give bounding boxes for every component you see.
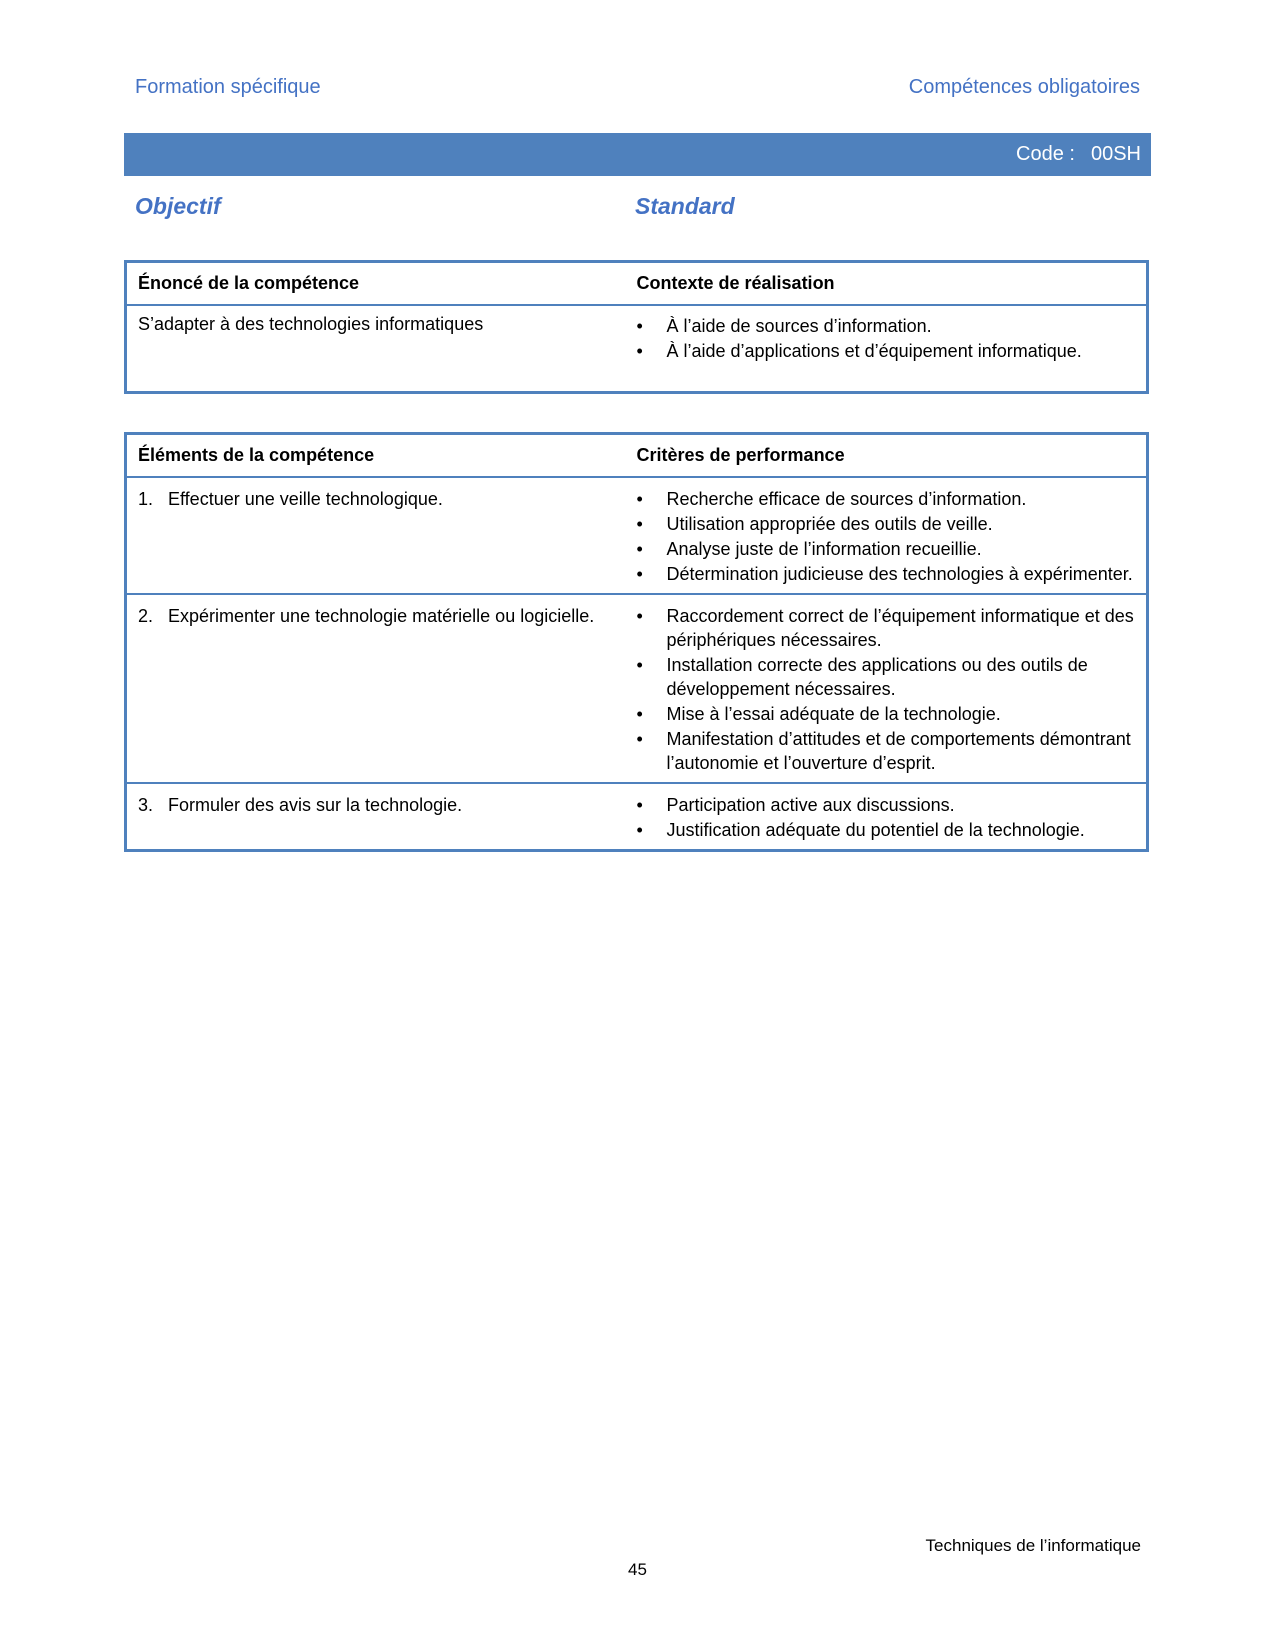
- code-band: [124, 133, 1151, 176]
- criteria-list: [637, 604, 1137, 775]
- elements-header: Éléments de la compétence: [126, 434, 637, 477]
- objective-title: Objectif: [135, 193, 221, 219]
- element-label: Formuler des avis sur la technologie.: [168, 794, 463, 815]
- competence-table-row: [126, 305, 1148, 393]
- element-cell: [126, 594, 637, 783]
- statement-header: Énoncé de la compétence: [126, 262, 637, 305]
- header-program-section: Formation spécifique: [135, 75, 321, 98]
- criterion-item: • Recherche efficace de sources d’information.: [637, 487, 1137, 511]
- standard-title: Standard: [635, 193, 735, 219]
- element-number: 3.: [138, 794, 154, 815]
- section-titles: [135, 193, 1140, 221]
- element-cell: [126, 783, 637, 851]
- criterion-item: • Utilisation appropriée des outils de veille.: [637, 512, 1137, 536]
- element-label: Effectuer une veille technologique.: [168, 488, 443, 509]
- element-row-3: [126, 783, 1148, 851]
- criteria-header: Critères de performance: [637, 434, 1148, 477]
- criterion-item: • Manifestation d’attitudes et de comportements démontrant l’autonomie et l’ouverture d’esprit.: [637, 727, 1137, 775]
- criteria-cell: [637, 594, 1148, 783]
- competence-statement: S’adapter à des technologies informatiques: [138, 313, 484, 334]
- code-label: Code :: [1016, 143, 1075, 165]
- element-text: [138, 793, 637, 817]
- page-number: 45: [628, 1560, 647, 1579]
- criteria-list: [637, 487, 1137, 586]
- context-header: Contexte de réalisation: [637, 262, 1148, 305]
- element-text: [138, 604, 637, 628]
- code-value: 00SH: [1090, 143, 1141, 165]
- header-competence-type: Compétences obligatoires: [908, 75, 1140, 98]
- criteria-cell: [637, 783, 1148, 851]
- criterion-item: • Détermination judicieuse des technologies à expérimenter.: [637, 562, 1137, 586]
- criteria-cell: [637, 477, 1148, 594]
- criterion-item: • Raccordement correct de l’équipement informatique et des périphériques nécessaires.: [637, 604, 1137, 652]
- element-number: 1.: [138, 488, 154, 509]
- context-cell: [637, 305, 1148, 393]
- competence-table-header: [126, 262, 1148, 305]
- element-cell: [126, 477, 637, 594]
- competence-table: [124, 260, 1149, 394]
- footer-program-name: Techniques de l’informatique: [925, 1536, 1141, 1555]
- criterion-item: • Justification adéquate du potentiel de la technologie.: [637, 818, 1137, 842]
- page-header: [135, 76, 1140, 98]
- element-row-1: [126, 477, 1148, 594]
- context-item: • À l’aide de sources d’information.: [637, 314, 1137, 338]
- element-text: [138, 487, 637, 511]
- elements-table: [124, 432, 1149, 852]
- criteria-list: [637, 793, 1137, 842]
- context-item: • À l’aide d’applications et d’équipement informatique.: [637, 339, 1137, 363]
- element-number: 2.: [138, 605, 154, 626]
- context-list: [637, 314, 1137, 363]
- criterion-item: • Installation correcte des applications ou des outils de développement nécessaires.: [637, 653, 1137, 701]
- criterion-item: • Analyse juste de l’information recueillie.: [637, 537, 1137, 561]
- elements-table-header: [126, 434, 1148, 477]
- element-row-2: [126, 594, 1148, 783]
- criterion-item: • Mise à l’essai adéquate de la technologie.: [637, 702, 1137, 726]
- criterion-item: • Participation active aux discussions.: [637, 793, 1137, 817]
- element-label: Expérimenter une technologie matérielle ou logicielle.: [168, 605, 595, 626]
